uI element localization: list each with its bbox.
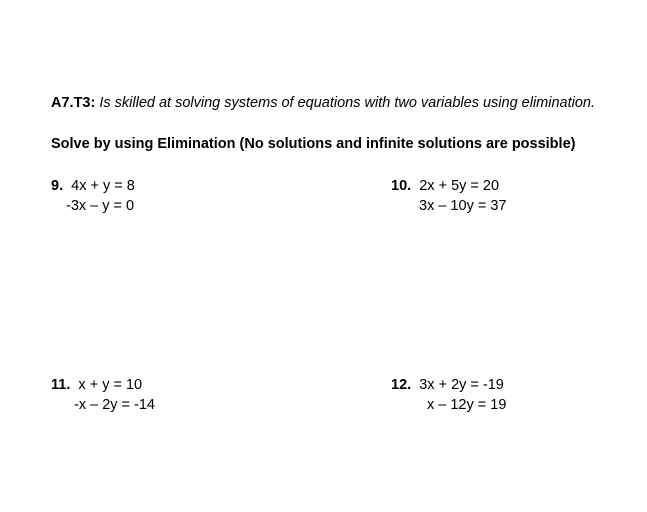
problem-11 [51,375,155,415]
problem-12 [391,375,506,415]
problem-line-1 [51,176,135,196]
problem-line-1 [391,176,506,196]
problem-line-1 [51,375,155,395]
learning-standard [51,95,595,111]
equation-2: x – 12y = 19 [427,397,507,413]
equation-1: 3x + 2y = -19 [419,377,504,393]
equation-2: -x – 2y = -14 [74,397,155,413]
problem-line-1 [391,375,506,395]
problem-9 [51,176,135,216]
equation-1: x + y = 10 [78,377,143,393]
problem-number: 9. [51,178,64,194]
problem-10 [391,176,506,216]
equation-1: 2x + 5y = 20 [419,178,500,194]
problem-number: 11. [51,377,71,393]
problem-number: 12. [391,377,412,393]
standard-code: A7.T3: [51,95,96,111]
equation-2: 3x – 10y = 37 [419,198,507,214]
equation-2: -3x – y = 0 [66,198,135,214]
problem-number: 10. [391,178,412,194]
equation-1: 4x + y = 8 [71,178,135,194]
standard-description: Is skilled at solving systems of equations with two variables using elimination. [99,95,596,111]
instructions-heading: Solve by using Elimination (No solutions and infinite solutions are possible) [51,136,576,152]
